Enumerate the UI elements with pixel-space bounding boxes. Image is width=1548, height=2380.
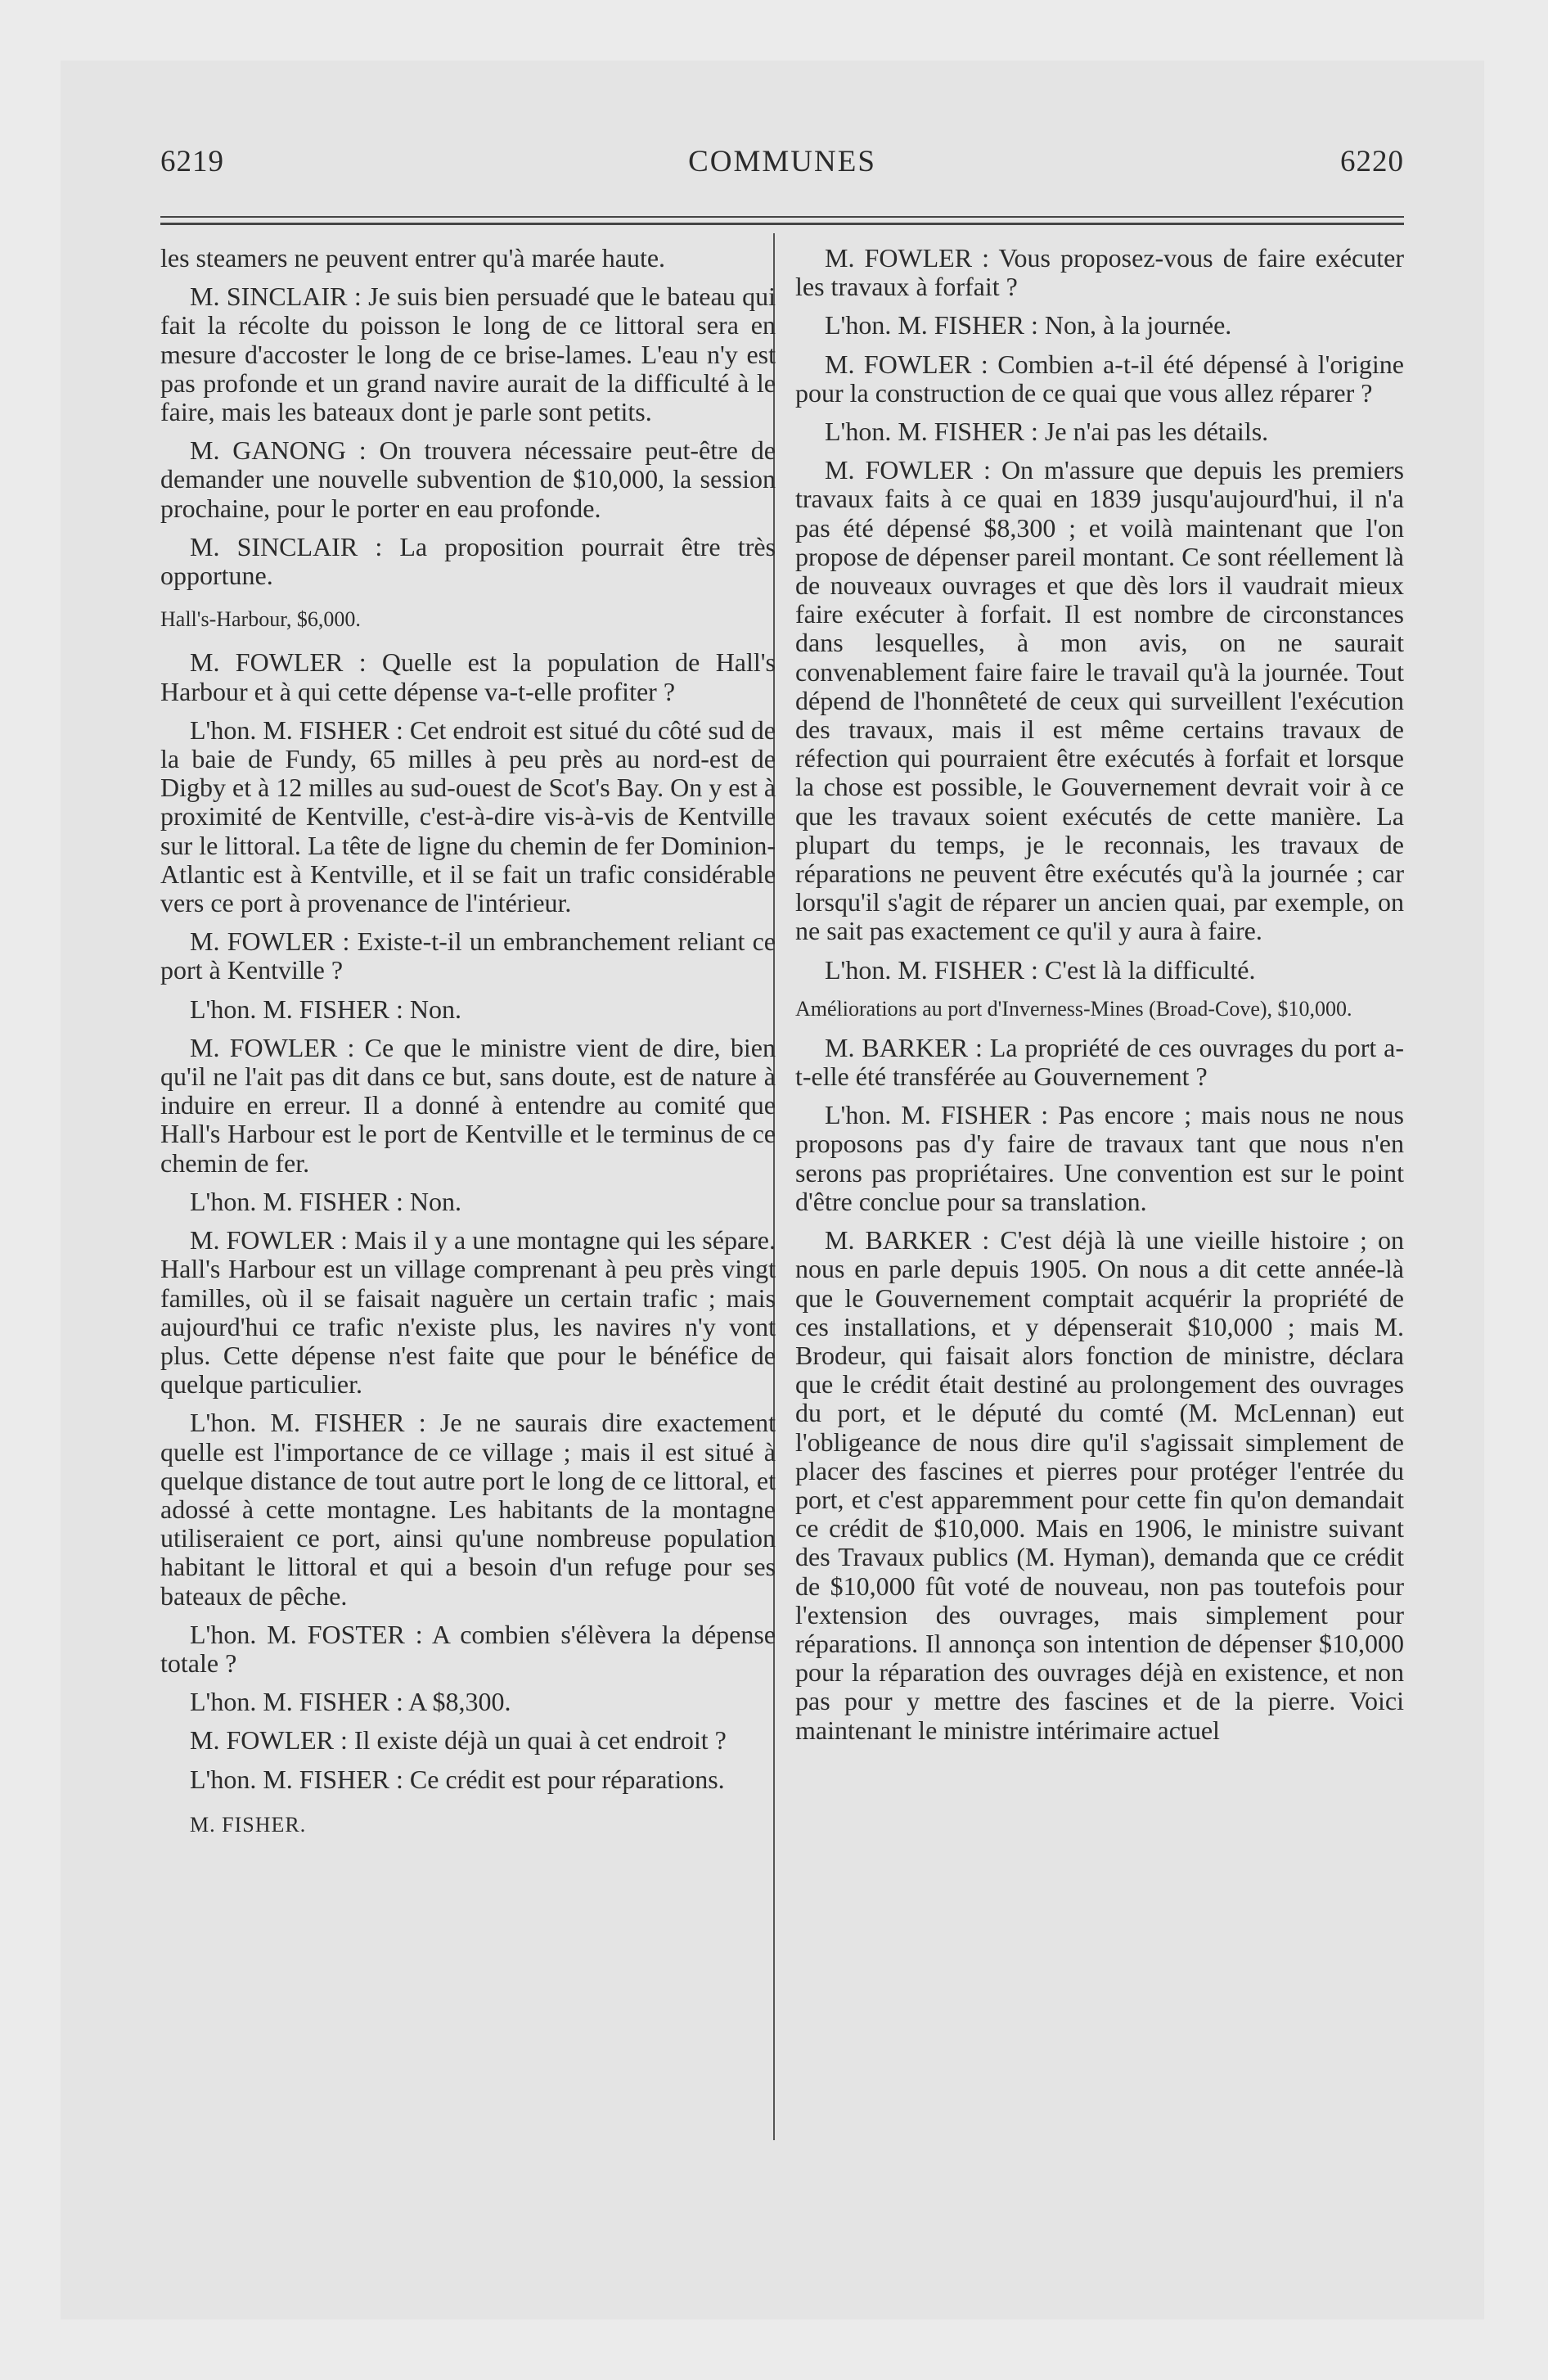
item-heading: Améliorations au port d'Inverness-Mines (Broad-Cove), $10,000. (795, 996, 1352, 1021)
header-rule-thick (160, 223, 1404, 225)
paragraph: M. FOWLER : Mais il y a une montagne qui les sépare. Hall's Harbour est un village comprenant à peu près vingt familles, où il se faisait naguère un certain trafic ; mais aujourd'hui ce trafic n'existe plus, les navires n'y vont plus. Cette dépense n'est faite que pour le bénéfice de quelque particulier. (160, 1225, 776, 1400)
paragraph: L'hon. M. FOSTER : A combien s'élèvera la dépense totale ? (160, 1619, 776, 1678)
paragraph: M. FOWLER : On m'assure que depuis les premiers travaux faits à ce quai en 1839 jusqu'aujourd'hui, il n'a pas été dépensé $8,300 ; et voilà maintenant que l'on propose de dépenser pareil montant. Ce sont réellement là de nouveaux ouvrages et que dès lors il vaudrait mieux faire exécuter à forfait. Il est nombre de circonstances dans lesquelles, à mon avis, on ne saurait convenablement faire faire le travail qu'à la journée. Tout dépend de l'honnêteté de ceux qui surveillent l'exécution des travaux, mais il est même certains travaux de réfection qui pourraient être exécutés à forfait et lorsque la chose est possible, le Gouvernement devrait voir à ce que les travaux soient exécutés de cette manière. La plupart du temps, je le reconnais, les travaux de réparations ne peuvent être exécutés qu'à la journée ; car lorsqu'il s'agit de réparer un ancien quai, par exemple, on ne sait pas exactement ce qu'il y aura à faire. (795, 455, 1404, 946)
left-column (160, 244, 776, 1839)
right-column (795, 244, 1404, 1755)
paragraph: L'hon. M. FISHER : Je ne saurais dire exactement quelle est l'importance de ce village ; mais il est situé à quelque distance de tout autre port le long de ce littoral, et adossé à cette montagne. Les habitants de la montagne utiliseraient ce port, ainsi qu'une nombreuse population habitant le littoral et qui a besoin d'un refuge pour ses bateaux de pêche. (160, 1408, 776, 1611)
paragraph: M. FOWLER : Ce que le ministre vient de dire, bien qu'il ne l'ait pas dit dans ce but, sans doute, est de nature à induire en erreur. Il a donné à entendre au comité que Hall's Harbour est le port de Kentville et le terminus de ce chemin de fer. (160, 1032, 776, 1178)
paragraph: les steamers ne peuvent entrer qu'à marée haute. (160, 243, 666, 273)
paragraph: M. GANONG : On trouvera nécessaire peut-être de demander une nouvelle subvention de $10,000, la session prochaine, pour le porter en eau profonde. (160, 435, 776, 523)
paragraph: L'hon. M. FISHER : Non. (190, 994, 462, 1024)
paragraph: M. SINCLAIR : Je suis bien persuadé que le bateau qui fait la récolte du poisson le long de ce littoral sera en mesure d'accoster le long de ce brise-lames. L'eau n'y est pas profonde et un grand navire aurait de la difficulté à le faire, mais les bateaux dont je parle sont petits. (160, 282, 776, 427)
paragraph: L'hon. M. FISHER : Non, à la journée. (825, 310, 1232, 340)
paragraph: M. BARKER : C'est déjà là une vieille histoire ; on nous en parle depuis 1905. On nous a dit cette année-là que le Gouvernement comptait acquérir la propriété de ces installations, et y dépenserait $10,000 ; mais M. Brodeur, qui faisait alors fonction de ministre, déclara que le crédit était destiné au prolongement des ouvrages du port, et le député du comté (M. McLennan) eut l'obligeance de nous dire qu'il s'agissait simplement de placer des fascines et pierres pour protéger l'entrée du port, et c'est apparemment pour cette fin qu'on demandait ce crédit de $10,000. Mais en 1906, le ministre suivant des Travaux publics (M. Hyman), demanda que ce crédit de $10,000 fût voté de nouveau, non pas toutefois pour l'extension des ouvrages, mais simplement pour réparations. Il annonça son intention de dépenser $10,000 pour la réparation des ouvrages déjà en existence, et non pas pour y mettre des fascines et de la pierre. Voici maintenant le ministre intérimaire actuel (795, 1225, 1404, 1745)
page-number-left: 6219 (160, 145, 224, 178)
paragraph: L'hon. M. FISHER : Non. (190, 1186, 462, 1216)
paragraph: M. BARKER : La propriété de ces ouvrages du port a-t-elle été transférée au Gouvernement ? (795, 1032, 1404, 1092)
paragraph: M. FOWLER : Vous proposez-vous de faire exécuter les travaux à forfait ? (795, 243, 1404, 302)
paragraph: M. FOWLER : Quelle est la population de Hall's Harbour et à qui cette dépense va-t-elle profiter ? (160, 647, 776, 706)
paragraph: L'hon. M. FISHER : Pas encore ; mais nous ne nous proposons pas d'y faire de travaux tant que nous n'en serons pas propriétaires. Une convention est sur le point d'être conclue pour sa translation. (795, 1100, 1404, 1216)
page-number-right: 6220 (1340, 145, 1404, 178)
paragraph: M. FOWLER : Existe-t-il un embranchement reliant ce port à Kentville ? (160, 926, 776, 985)
page-header (160, 144, 1404, 193)
item-heading: Hall's-Harbour, $6,000. (160, 607, 361, 632)
paragraph: L'hon. M. FISHER : Ce crédit est pour réparations. (190, 1764, 725, 1794)
paragraph: L'hon. M. FISHER : Je n'ai pas les détails. (825, 417, 1269, 447)
paragraph: L'hon. M. FISHER : Cet endroit est situé du côté sud de la baie de Fundy, 65 milles à peu près au nord-est de Digby et à 12 milles au sud-ouest de Scot's Bay. On y est à proximité de Kentville, c'est-à-dire vis-à-vis de Kentville sur le littoral. La tête de ligne du chemin de fer Dominion-Atlantic est à Kentville, et il se fait un trafic considérable vers ce port à provenance de l'intérieur. (160, 714, 776, 918)
paragraph: M. FOWLER : Combien a-t-il été dépensé à l'origine pour la construction de ce quai que vous allez réparer ? (795, 349, 1404, 408)
running-title: COMMUNES (688, 145, 876, 178)
paragraph: M. FOWLER : Il existe déjà un quai à cet endroit ? (190, 1725, 727, 1756)
paragraph: L'hon. M. FISHER : A $8,300. (190, 1687, 511, 1717)
signature-line: M. FISHER. (190, 1812, 307, 1837)
paragraph: M. SINCLAIR : La proposition pourrait être très opportune. (160, 531, 776, 591)
paragraph: L'hon. M. FISHER : C'est là la difficulté. (825, 954, 1256, 985)
header-rule-thin (160, 216, 1404, 218)
